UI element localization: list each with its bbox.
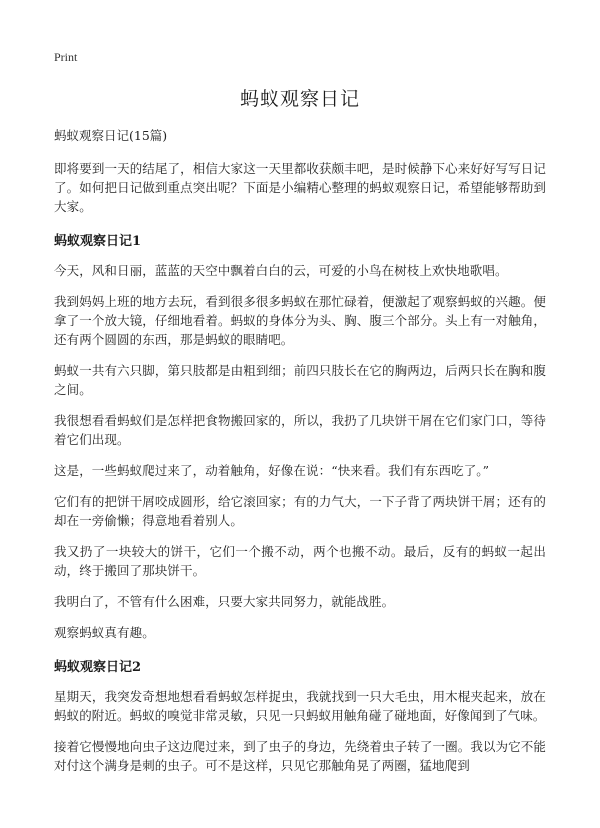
paragraph: 这是，一些蚂蚁爬过来了，动着触角，好像在说：“快来看。我们有东西吃了。” [54,463,490,478]
section-heading-2: 蚂蚁观察日记2 [54,660,142,675]
intro-paragraph: 即将要到一天的结尾了，相信大家这一天里都收获颇丰吧，是时候静下心来好好写写日记了。如何把日记做到重点突出呢？下面是小编精心整理的蚂蚁观察日记，希望能够帮助到大家。 [54,161,546,214]
document-subtitle: 蚂蚁观察日记(15篇) [54,128,168,143]
paragraph: 我又扔了一块较大的饼干，它们一个搬不动，两个也搬不动。最后，反有的蚂蚁一起出动，终于搬回了那块饼干。 [54,544,546,578]
paragraph: 接着它慢慢地向虫子这边爬过来，到了虫子的身边，先绕着虫子转了一圈。我以为它不能对付这个满身是刺的虫子。可不是这样，只见它那触角晃了两圈，猛地爬到 [54,739,546,773]
paragraph: 蚂蚁一共有六只脚，第只肢都是由粗到细；前四只肢长在它的胸两边，后两只长在胸和腹之间。 [54,363,546,397]
page-title: 蚂蚁观察日记 [239,88,360,110]
paragraph: 我到妈妈上班的地方去玩，看到很多很多蚂蚁在那忙碌着，便激起了观察蚂蚁的兴趣。便拿了一个放大镜，仔细地看着。蚂蚁的身体分为头、胸、腹三个部分。头上有一对触角，还有两个圆圆的东西，那是蚂蚁的眼睛吧。 [54,294,546,347]
paragraph: 我明白了，不管有什么困难，只要大家共同努力，就能战胜。 [54,594,395,609]
section-heading-1: 蚂蚁观察日记1 [54,234,142,249]
paragraph: 它们有的把饼干屑咬成圆形，给它滚回家；有的力气大，一下子背了两块饼干屑；还有的却在一旁偷懒；得意地看着别人。 [54,494,546,528]
paragraph: 今天，风和日丽，蓝蓝的天空中飘着白白的云，可爱的小鸟在树枝上欢快地歌唱。 [54,263,508,278]
paragraph: 星期天，我突发奇想地想看看蚂蚁怎样捉虫，我就找到一只大毛虫，用木棍夹起来，放在蚂蚁的附近。蚂蚁的嗅觉非常灵敏，只见一只蚂蚁用触角碰了碰地面，好像闻到了气味。 [54,689,546,723]
paragraph: 观察蚂蚁真有趣。 [54,625,155,640]
print-link[interactable]: Print [54,50,78,64]
paragraph: 我很想看看蚂蚁们是怎样把食物搬回家的，所以，我扔了几块饼干屑在它们家门口，等待着它们出现。 [54,413,546,447]
